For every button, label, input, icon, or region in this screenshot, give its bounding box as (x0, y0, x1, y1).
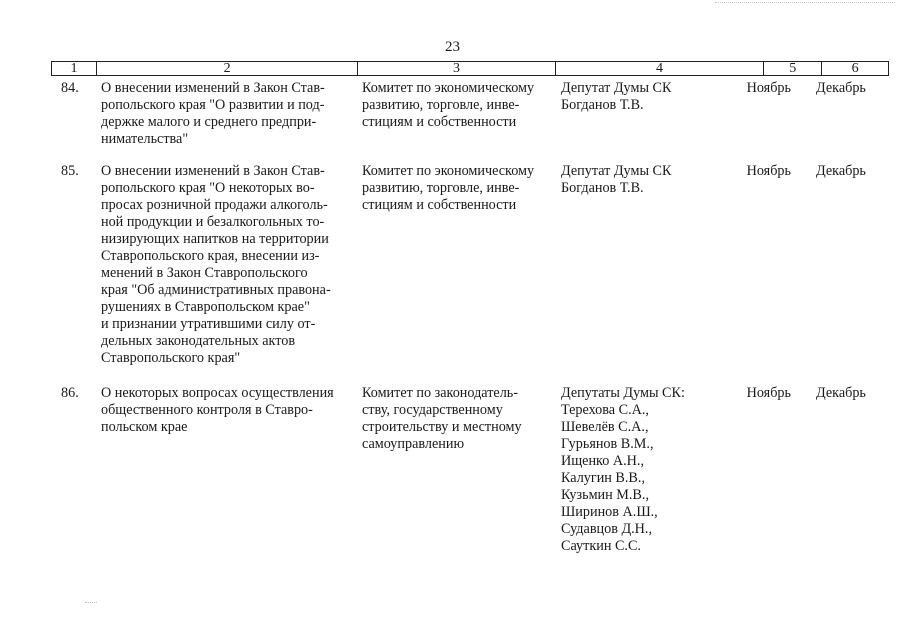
column-header-6: 6 (851, 61, 859, 76)
column-header-5: 5 (764, 62, 822, 75)
submission-month: Ноябрь (746, 385, 791, 401)
bill-title: О некоторых вопросах осуществления общественного контроля в Ставро- польском крае (101, 385, 334, 435)
bill-author: Депутат Думы СК Богданов Т.В. (561, 163, 672, 196)
row-number: 85. (61, 163, 79, 179)
bill-authors: Депутаты Думы СК: Терехова С.А., Шевелёв С.А., Гурьянов В.М., Ищенко А.Н., Калугин В.В., Кузьмин М.В., Ширинов А.Ш., Судавцов Д.Н., Сауткин С.С. (561, 385, 685, 554)
scan-artifact (85, 602, 97, 605)
column-header-1: 1 (52, 62, 97, 75)
row-number: 84. (61, 80, 79, 96)
consideration-month: Декабрь (816, 385, 866, 401)
submission-month: Ноябрь (746, 80, 791, 96)
responsible-committee: Комитет по экономическому развитию, торговле, инве- стициям и собственности (362, 163, 535, 213)
bill-title: О внесении изменений в Закон Став- ропольского края "О некоторых во- просах розничной продажи алкоголь- ной продукции и безалкогольных то- низирующих напитков на территории Ставропольского края, внесении из- менений в Закон Ставропольского края "Об административных правона- рушениях в Ставропольском крае" и признании утратившими силу от- дельных законодательных актов Ставропольского края" (101, 163, 331, 366)
scan-artifact (715, 2, 895, 5)
bill-author: Депутат Думы СК Богданов Т.В. (561, 80, 672, 113)
column-header-4: 4 (556, 62, 765, 75)
responsible-committee: Комитет по законодатель- ству, государственному строительству и местному самоуправлению (362, 385, 522, 452)
submission-month: Ноябрь (746, 163, 791, 179)
column-header-3: 3 (358, 62, 556, 75)
row-number: 86. (61, 385, 79, 401)
page-number: 23 (445, 39, 460, 55)
responsible-committee: Комитет по экономическому развитию, торговле, инве- стициям и собственности (362, 80, 535, 130)
table-header (51, 61, 889, 76)
consideration-month: Декабрь (816, 163, 866, 179)
column-header-2: 2 (97, 62, 358, 75)
bill-title: О внесении изменений в Закон Став- ропольского края "О развитии и под- держке малого и среднего предпри- нимательства" (101, 80, 325, 147)
consideration-month: Декабрь (816, 80, 866, 96)
